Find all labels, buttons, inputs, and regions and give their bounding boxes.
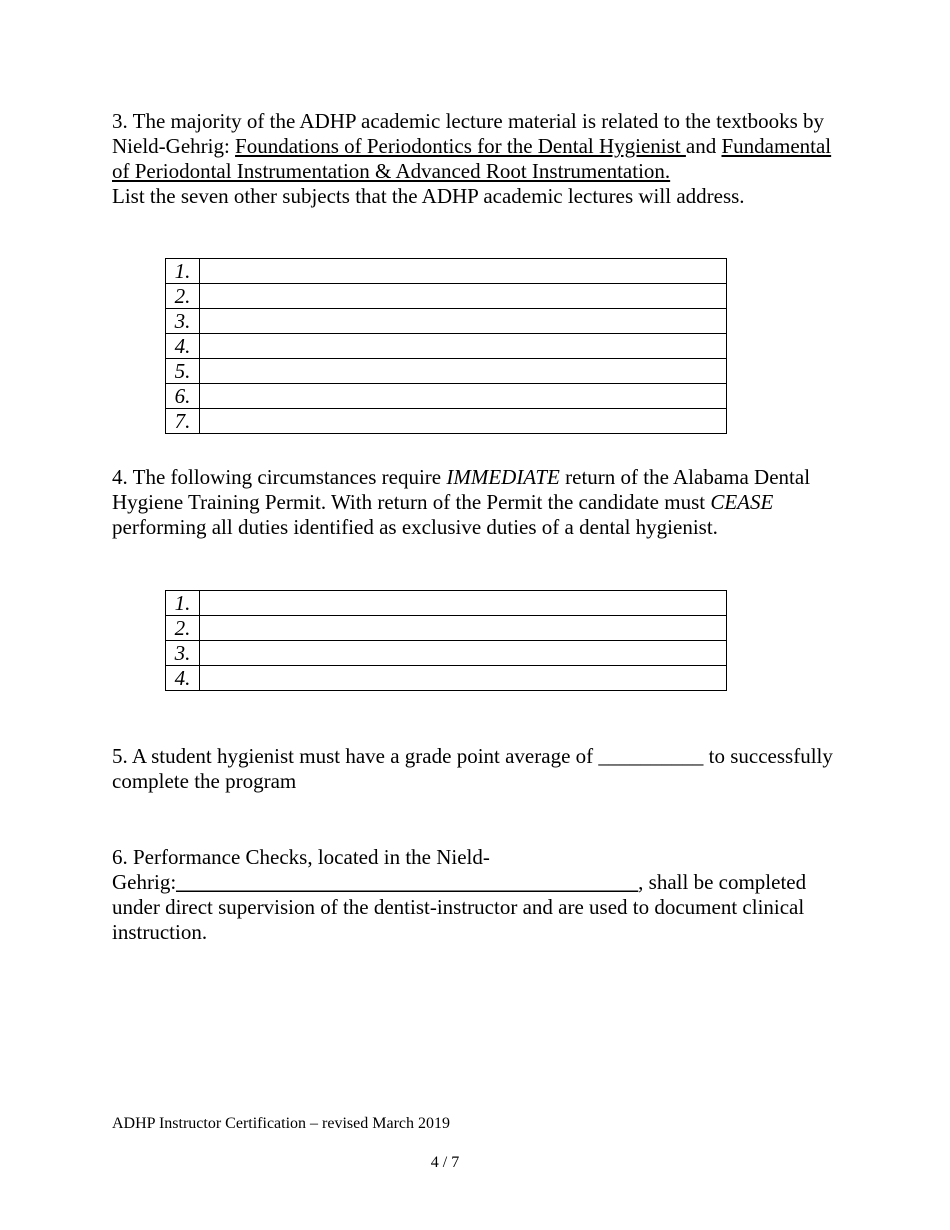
table-row <box>166 666 727 691</box>
gpa-blank[interactable]: __________ <box>598 744 704 768</box>
row-number: 2. <box>166 616 200 641</box>
q3-book-instrumentation: Fundamental of Periodontal Instrumentation & Advanced Root Instrumentation. <box>112 134 832 183</box>
answer-cell[interactable] <box>200 384 727 409</box>
q5-text: 5. A student hygienist must have a grade point average of <box>112 744 599 768</box>
row-number: 3. <box>166 641 200 666</box>
row-number: 3. <box>166 309 200 334</box>
question-4-text <box>112 465 842 540</box>
q4-answer-table <box>165 590 727 691</box>
table-row <box>166 591 727 616</box>
table-row <box>166 384 727 409</box>
row-number: 4. <box>166 334 200 359</box>
answer-cell[interactable] <box>200 666 727 691</box>
answer-cell[interactable] <box>200 591 727 616</box>
answer-cell[interactable] <box>200 309 727 334</box>
q3-book-foundations: Foundations of Periodontics for the Dental Hygienist <box>235 134 686 158</box>
question-3-text <box>112 109 842 209</box>
q3-lead: 3. The majority of the ADHP academic lecture material is related to the textbooks by Nield-Gehrig: <box>112 109 825 158</box>
table-row <box>166 409 727 434</box>
row-number: 1. <box>166 259 200 284</box>
row-number: 2. <box>166 284 200 309</box>
table-row <box>166 309 727 334</box>
q4-part3: performing all duties identified as exclusive duties of a dental hygienist. <box>112 515 718 539</box>
table-row <box>166 616 727 641</box>
answer-cell[interactable] <box>200 334 727 359</box>
answer-cell[interactable] <box>200 616 727 641</box>
footer-text: ADHP Instructor Certification – revised March 2019 <box>112 1115 450 1132</box>
performance-checks-blank[interactable]: ____________________________________________ <box>176 870 639 894</box>
answer-cell[interactable] <box>200 409 727 434</box>
table-row <box>166 359 727 384</box>
q6-gehrig: Gehrig: <box>112 870 177 894</box>
q5-text-end: to successfully complete the program <box>112 744 833 793</box>
answer-cell[interactable] <box>200 284 727 309</box>
q4-part2: return of the Alabama Dental Hygiene Training Permit. With return of the Permit the candidate must <box>112 465 811 514</box>
table-row <box>166 334 727 359</box>
row-number: 1. <box>166 591 200 616</box>
answer-cell[interactable] <box>200 641 727 666</box>
question-5-text <box>112 744 842 794</box>
q3-answer-table <box>165 258 727 434</box>
q4-emphasis-cease: CEASE <box>710 490 774 514</box>
question-6-text <box>112 845 842 945</box>
page-number: 4 / 7 <box>430 1154 460 1171</box>
row-number: 5. <box>166 359 200 384</box>
row-number: 4. <box>166 666 200 691</box>
table-row <box>166 284 727 309</box>
table-row <box>166 259 727 284</box>
q4-part1: 4. The following circumstances require <box>112 465 447 489</box>
answer-cell[interactable] <box>200 359 727 384</box>
q3-instruction: List the seven other subjects that the ADHP academic lectures will address. <box>112 184 745 208</box>
table-row <box>166 641 727 666</box>
row-number: 7. <box>166 409 200 434</box>
q6-rest: , shall be completed under direct supervision of the dentist-instructor and are used to document clinical instruction. <box>112 870 807 944</box>
q6-line1: 6. Performance Checks, located in the Nield- <box>112 845 490 869</box>
answer-cell[interactable] <box>200 259 727 284</box>
q3-and: and <box>685 134 722 158</box>
q4-emphasis-immediate: IMMEDIATE <box>446 465 560 489</box>
row-number: 6. <box>166 384 200 409</box>
